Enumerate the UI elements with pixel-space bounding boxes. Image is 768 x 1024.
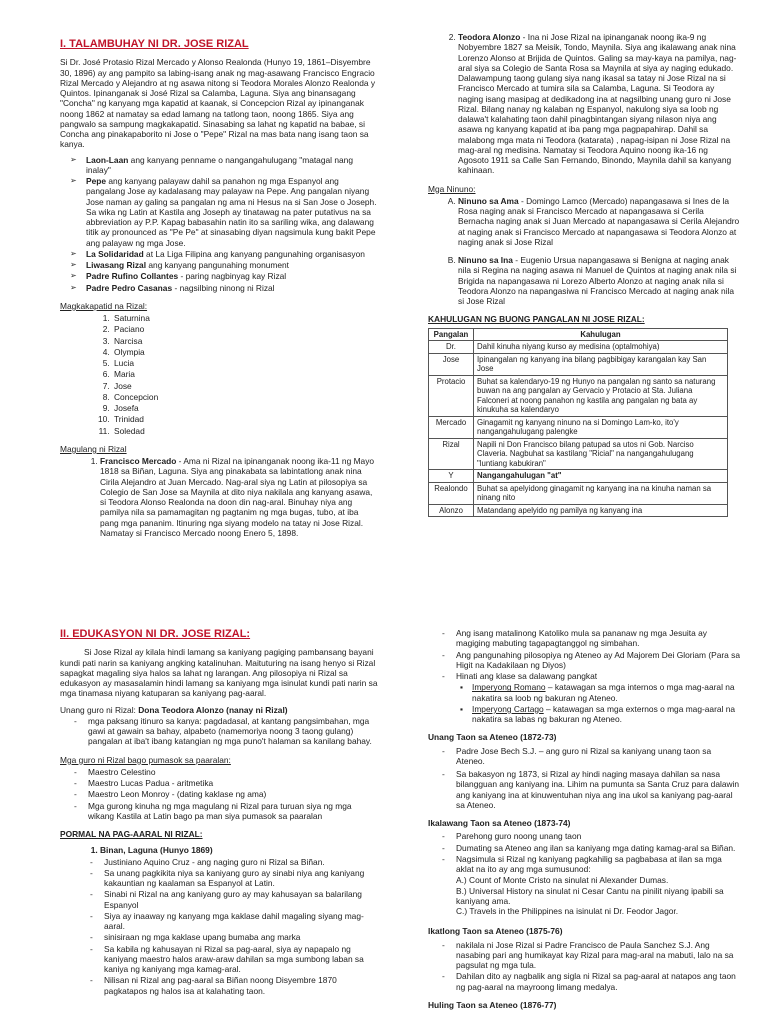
column-header: Kahulugan (474, 328, 728, 341)
list-item: B. Ninuno sa Ina - Eugenio Ursua napangasawa si Benigna at naging anak nila si Regina na naging asawa ni Manuel de Quintos at naging anak nila si Brigida na napangasawa ni Lorezo Alberto Alonzo at naging anak nila si Teodora Alonzo na napangasiwa ni Francisco Mercado at naging anak nila si Jose Rizal (458, 255, 740, 306)
list-item: ▪ Imperyong Romano – katawagan sa mga internos o mga mag-aaral na nakatira sa loob ng bakuran ng Ateneo. (472, 682, 740, 703)
list-item: - Nagsimula si Rizal ng kaniyang pagkahilig sa pagbabasa at ilan sa mga aklat na ito ay ang mga sumusunod: (456, 854, 740, 875)
parents-heading: Magulang ni Rizal (60, 443, 127, 454)
list-item: - Maestro Leon Monroy - (dating kaklase ng ama) (88, 789, 378, 799)
table-row: Realondo Buhat sa apelyidong ginagamit ng kanyang ina na kinuha naman sa ninang nito (429, 482, 728, 504)
binan-list (60, 857, 378, 996)
list-item: A. Ninuno sa Ama - Domingo Lamco (Mercado) napangasawa si Ines de la Rosa naging anak si Francisco Mercado at napangasawa si Cerila Bernacha naging anak si Juan Mercado at napangasawa si Cerila Alejandro at naging anak si Francisco Mercado at napangasawa si Teodora Alonzo at naging anak si Jose Rizal (458, 196, 740, 247)
year1-list (428, 746, 740, 811)
list-item: 10. Trinidad (112, 414, 378, 424)
biography-title: I. TALAMBUHAY NI DR. JOSE RIZAL (60, 38, 249, 50)
formal-heading: PORMAL NA PAG-AARAL NI RIZAL: (60, 829, 203, 840)
list-item: - Siya ay inaaway ng kanyang mga kaklase dahil magaling siyang mag-aaral. (104, 911, 378, 932)
list-item: - Justiniano Aquino Cruz - ang naging guro ni Rizal sa Biñan. (104, 857, 378, 867)
teachers-heading: Mga guro ni Rizal bago pumasok sa paaralan: (60, 754, 231, 765)
name-meaning-table (428, 328, 728, 518)
table-row: Mercado Ginagamit ng kanyang ninuno na si Domingo Lam-ko, ito'y nangangahulugang palengke (429, 416, 728, 438)
year3-heading: Ikatlong Taon sa Ateneo (1875-76) (428, 926, 563, 937)
list-item: - nakilala ni Jose Rizal si Padre Francisco de Paula Sanchez S.J. Ang nasabing pari ang humikayat kay Rizal para mag-aral na mabuti, lalo na sa pagsulat ng mga tula. (456, 940, 740, 971)
list-item: - Sa bakasyon ng 1873, si Rizal ay hindi naging masaya dahilan sa nasa bilangguan ang kaniyang ina. Lihim na pumunta sa Santa Cruz para dalawin ang kaniyang ina at kinuwentuhan niya ang ina ukol sa kaniyang pag-aaral sa Ateneo. (456, 769, 740, 810)
biography-intro: Si Dr. José Protasio Rizal Mercado y Alonso Realonda (Hunyo 19, 1861–Disyembre 30, 1896) ay ang pampito sa labing-isang anak ng mag-asawang Francisco Engracio Rizal Mercado y Alejandro at ng asawa nitong si Teodora Morales Alonzo Realonda y Quintos. Ipinanganak si José Rizal sa Calamba, Laguna. Siya ang binansagang "Concha" ng kanyang mga kapatid at kaanak, si Concepcion Rizal ay ipinanganak noong 1862 at namatay sa edad lamang na tatlong taon, noong 1865. Siya ang pangwalo sa sampung magkakapatid. Sinasabing sa lahat ng kapatid na babae, si Concha ang pinakapaborito ni Jose o "Pepe" Rizal na mas bata nang isang taon sa kanya. (60, 57, 376, 150)
grandparents-heading: Mga Ninuno: (428, 183, 476, 194)
list-item: ➢ La Solidaridad at La Liga Filipina ang kanyang pangunahing organisasyon (86, 249, 378, 259)
list-item: 3. Narcisa (112, 336, 378, 346)
list-item: ▪ Imperyong Cartago – katawagan sa mga externos o mga mag-aaral na nakatira sa labas ng bakuran ng Ateneo. (472, 704, 740, 725)
list-item: ➢ Laon-Laan ang kanyang penname o nangangahulugang "matagal nang inalay" (86, 155, 378, 176)
education-title: II. EDUKASYON NI DR. JOSE RIZAL: (60, 628, 251, 640)
list-item: - Maestro Lucas Padua - aritmetika (88, 778, 378, 788)
table-header-row (429, 328, 728, 341)
list-item: ➢ Liwasang Rizal ang kanyang pangunahing monument (86, 260, 378, 270)
year1-heading: Unang Taon sa Ateneo (1872-73) (428, 732, 557, 743)
year4-heading: Huling Taon sa Ateneo (1876-77) (428, 999, 557, 1010)
table-row: Jose Ipinangalan ng kanyang ina bilang pagbibigay karangalan kay San Jose (429, 353, 728, 375)
table-row: Rizal Napili ni Don Francisco bilang patupad sa utos ni Gob. Narciso Claveria. Nagbuhat sa kastilang "Ricial" na nangangahulugang "luntiang kabukiran" (429, 438, 728, 470)
list-item: - Sa kabila ng kahusayan ni Rizal sa pag-aaral, siya ay napapalo ng kaniyang maestro halos araw-araw dahilan sa mga sumbong laban sa kaniya ng kaniyang mga kamag-aral. (104, 944, 378, 975)
family-column (428, 32, 740, 562)
nickname-list (60, 155, 378, 293)
education-column (60, 628, 378, 1020)
list-item: - Nilisan ni Rizal ang pag-aaral sa Biñan noong Disyembre 1870 pagkatapos ng halos isa at kalahating taon. (104, 975, 378, 996)
list-item: B.) Universal History na sinulat ni Cesar Cantu na pinilit niyang ipabili sa kaniyang ama. (456, 885, 724, 906)
grandparents-list (428, 196, 740, 307)
list-item: - Maestro Celestino (88, 767, 378, 777)
list-item: - Sa unang pagkikita niya sa kaniyang guro ay sinabi niya ang kaniyang kakauntian ng kaalaman sa Espanyol at Latin. (104, 868, 378, 889)
first-teacher: Unang guro ni Rizal: Dona Teodora Alonzo (nanay ni Rizal) (60, 704, 288, 715)
list-item: A.) Count of Monte Cristo na sinulat ni Alexander Dumas. (456, 875, 669, 886)
list-item: 5. Lucia (112, 358, 378, 368)
list-item: - Hinati ang klase sa dalawang pangkat (456, 671, 740, 681)
list-item: ➢ Padre Rufino Collantes - paring nagbinyag kay Rizal (86, 271, 378, 281)
list-item: - Padre Jose Bech S.J. – ang guro ni Rizal sa kaniyang unang taon sa Ateneo. (456, 746, 740, 767)
teachers-list (60, 767, 378, 821)
siblings-heading: Magkakapatid na Rizal: (60, 300, 148, 311)
list-item: - Mga gurong kinuha ng mga magulang ni Rizal para turuan siya ng mga wikang Kastila at Latin bago pa man siya pumasok sa paaralan (88, 801, 378, 822)
list-item: 2. Paciano (112, 324, 378, 334)
list-item: 2. Teodora Alonzo - Ina ni Jose Rizal na ipinanganak noong ika-9 ng Nobyembre 1827 sa Meisik, Tondo, Maynila. Siya ang ikalawang anak nina Lorenzo Alonso at Brijida de Quintos. Galing sa may-kaya na pamilya, nag-aral siya sa Colegio de Santa Rosa sa Maynila at siya ay naging edukado. Dalawampung taong gulang siya nang ikasal sa tatay ni Jose Rizal na si Francisco Mercado at tumira sila sa Calamba, Laguna. Si Teodora ay naging isang masipag at dedikadong ina at nagsilbing unang guro ni Jose Rizal. Bilang nanay ng kalaban ng Espanyol, nakulong siya sa loob ng dalawa't kalahating taon dahil pinagbintangan siyang nilason niya ang asawa ng kanyang kapatid at iba pang mga pagpapahirap. Dahil sa malabong mga mata ni Teodora (katarata) , napag-isipan ni Jose Rizal na mag-aral ng medisina. Namatay si Teodora Aquino noong ika-16 ng Agosoto 1911 sa Calle San Fernando, Binondo, Maynila dahil sa kanyang kahinaan. (458, 32, 740, 176)
table-row: Protacio Buhat sa kalendaryo-19 ng Hunyo na pangalan ng santo sa naturang buwan na ang pangalan ay Gervacio y Protacio at Sta. Juliana Falconeri at noong panahon ng kastila ang pangalan ng bata ay kinukuha sa kalendaryo (429, 375, 728, 416)
table-row: Dr. Dahil kinuha niyang kurso ay medisina (optalmohiya) (429, 341, 728, 354)
ateneo-list (428, 628, 740, 681)
list-item: - sinisiraan ng mga kaklase upang bumaba ang marka (104, 932, 378, 942)
book-list (428, 875, 740, 916)
list-item: 1. Binan, Laguna (Hunyo 1869) (100, 845, 378, 855)
parents-list (60, 456, 378, 538)
list-item: ➢ Padre Pedro Casanas - nagsilbing ninong ni Rizal (86, 283, 378, 293)
list-item: - Parehong guro noong unang taon (456, 831, 740, 841)
list-item: - Ang isang matalinong Katoliko mula sa pananaw ng mga Jesuita ay magiging mabuting tagapagtanggol ng simbahan. (456, 628, 740, 649)
list-item: 7. Jose (112, 381, 378, 391)
list-item: - Dumating sa Ateneo ang ilan sa kaniyang mga dating kamag-aral sa Biñan. (456, 843, 740, 853)
first-teacher-list (60, 716, 378, 747)
list-item: - Dahilan dito ay nagbalik ang sigla ni Rizal sa pag-aaral at natapos ang taon ng pag-aaral na mayroong limang medalya. (456, 971, 740, 992)
ateneo-column (428, 628, 740, 1020)
table-row: Y Nangangahulugan "at" (429, 470, 728, 483)
table-row: Alonzo Matandang apelyido ng pamilya ng kanyang ina (429, 504, 728, 517)
list-item: C.) Travels in the Philippines na isinulat ni Dr. Feodor Jagor. (456, 906, 679, 916)
formal-list (60, 845, 378, 855)
year2-list (428, 831, 740, 874)
biography-column (60, 38, 378, 558)
list-item: - mga paksang itinuro sa kanya: pagdadasal, at kantang pangsimbahan, mga gawi at gawain sa bahay, alpabeto (namemoriya noong 3 taong gulang) pangalan at iba't ibang katangian ng mga puno't halaman sa kanilang bahay. (88, 716, 378, 747)
list-item: 4. Olympia (112, 347, 378, 357)
list-item: ➢ Pepe ang kanyang palayaw dahil sa panahon ng mga Espanyol ang pangalang Jose ay kadalasang may palayaw na Pepe. Ang pangalan niyang Jose naman ay galing sa pangalan ng ama ni Hesus na si San Jose o Joseph. Sa wika ng Latin at Kastila ang Joseph ay tinatawag na pater putativus na sa abbreviation ay P.P. Kapag babasahin natin ito sa sariling wika, ang dalawang titik ay pronounced as "Pe Pe" at sinasabing diyan nagsimula kung bakit Pepe ang palayaw ng mga Jose. (86, 176, 378, 248)
list-item: 9. Josefa (112, 403, 378, 413)
list-item: - Ang pangunahing pilosopiya ng Ateneo ay Ad Majorem Dei Gloriam (Para sa Higit na Kadakilaan ng Diyos) (456, 650, 740, 671)
column-header: Pangalan (429, 328, 474, 341)
list-item: 6. Maria (112, 369, 378, 379)
mother-list (428, 32, 740, 176)
groups-list (428, 682, 740, 724)
list-item: - Sinabi ni Rizal na ang kaniyang guro ay may kahusayan sa balarilang Espanyol (104, 889, 378, 910)
education-intro: Si Jose Rizal ay kilala hindi lamang sa kaniyang pagiging pambansang bayani kundi pati narin sa kaniyang angking katalinuhan. Maituturing na isang henyo si Rizal sapagkat magaling siya halos sa lahat ng larangan. Ang pilosopiya ni Rizal sa edukasyon ay masasalamin hindi lamang sa kaniyang mga isinulat kundi pati narin sa mga tinamasa niyang katuparan sa kaniyang pag-aaral. (60, 647, 378, 699)
table-heading: KAHULUGAN NG BUONG PANGALAN NI JOSE RIZAL: (428, 314, 645, 325)
list-item: 1. Saturnina (112, 313, 378, 323)
year3-list (428, 940, 740, 992)
list-item: 11. Soledad (112, 426, 378, 436)
siblings-list (60, 313, 378, 436)
list-item: 1. Francisco Mercado - Ama ni Rizal na ipinanganak noong ika-11 ng Mayo 1818 sa Biñan, Laguna. Siya ang pinakabata sa labintatlong anak nina Cirila Alejandro at Juan Mercado. Nag-aral siya ng Latin at pilosopiya sa Colegio de San Jose sa Maynila at dito niya nakilala ang kanyang asawa, si Teodora Alonso Realonda na doon din nag-aral. Binuhay niya ang pamilya nila sa pamamagitan ng pagtanim ng mga bugas, tubo, at iba pang mga pananim. Itinuring nga siyang modelo na tatay ni Jose Rizal. Namatay si Francisco Mercado noong Enero 5, 1898. (100, 456, 378, 538)
list-item: 8. Concepcion (112, 392, 378, 402)
year2-heading: Ikalawang Taon sa Ateneo (1873-74) (428, 818, 571, 828)
